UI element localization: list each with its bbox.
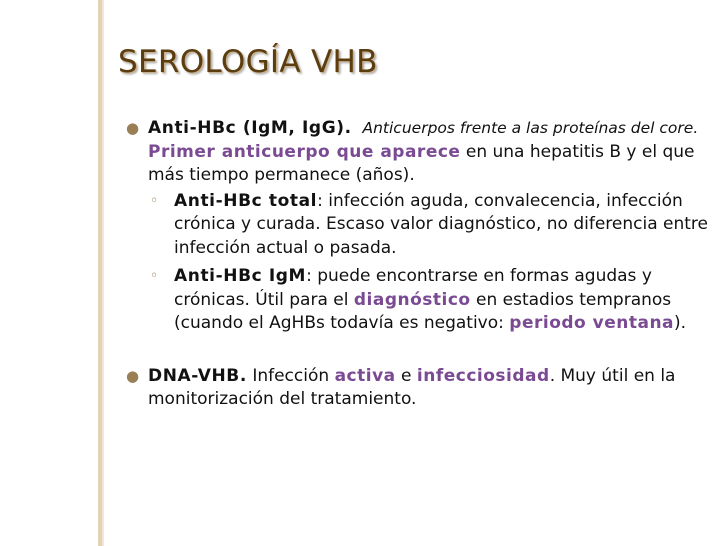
left-decorative-rule-shade — [102, 0, 104, 546]
highlight-diagnostico: diagnóstico — [353, 289, 471, 310]
slide-title: SEROLOGÍA VHB — [118, 44, 378, 80]
term-anti-hbc-total: Anti-HBc total — [174, 190, 318, 211]
filled-dot-icon: ● — [126, 119, 140, 137]
filled-dot-icon: ● — [126, 366, 140, 385]
term-anti-hbc: Anti-HBc (IgM, IgG). — [148, 118, 352, 138]
text-anti-hbc-igm-2: en estadios tempranos (cuando el AgHBs todavía es negativo: — [174, 289, 672, 333]
text-anti-hbc-total: : infección aguda, convalecencia, infección crónica y curada. Escaso valor diagnóstico, no diferencia entre infección actual o pasada. — [174, 190, 709, 258]
highlight-activa: activa — [334, 365, 396, 386]
text-dna-vhb-3: . Muy útil en la monitorización del tratamiento. — [148, 365, 676, 409]
sub-bullet-list — [148, 190, 716, 336]
bullet-dna-vhb — [126, 365, 716, 412]
term-dna-vhb: DNA-VHB. — [148, 365, 247, 386]
text-dna-vhb-2: e — [395, 365, 417, 386]
sub-bullet-anti-hbc-igm — [148, 265, 716, 336]
highlight-primer-anticuerpo: Primer anticuerpo que aparece — [148, 141, 461, 162]
bullet-anti-hbc — [126, 117, 716, 336]
text-anti-hbc-igm-1: : puede encontrarse en formas agudas y crónicas. Útil para el — [174, 266, 652, 310]
highlight-infecciosidad: infecciosidad — [416, 365, 550, 386]
hollow-circle-icon: ◦ — [150, 192, 159, 209]
text-anti-hbc-igm-3: ). — [674, 313, 687, 333]
sub-bullet-anti-hbc-total — [148, 190, 716, 261]
hollow-circle-icon: ◦ — [150, 268, 159, 284]
text-anti-hbc: en una hepatitis B y el que más tiempo permanece (años). — [148, 141, 695, 185]
term-anti-hbc-igm: Anti-HBc IgM — [174, 266, 307, 286]
text-dna-vhb-1: Infección — [246, 365, 335, 386]
highlight-periodo-ventana: periodo ventana — [509, 313, 675, 333]
description-anti-hbc: Anticuerpos frente a las proteínas del core. — [362, 119, 699, 137]
bullet-list — [126, 117, 716, 412]
